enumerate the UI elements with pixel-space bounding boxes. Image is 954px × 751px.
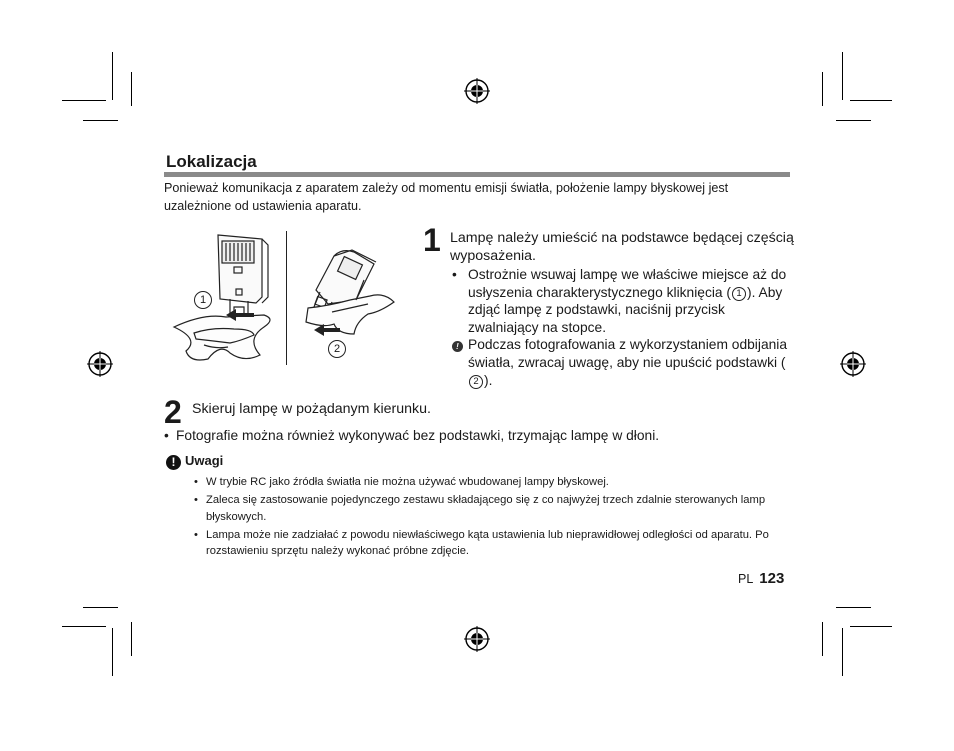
step-1-number: 1 bbox=[423, 222, 441, 258]
note-text-b: ). bbox=[484, 372, 493, 388]
step-1-note bbox=[452, 336, 792, 389]
crop-mark bbox=[131, 622, 132, 656]
note-item-text: W trybie RC jako źródła światła nie można używać wbudowanej lampy błyskowej. bbox=[206, 476, 609, 488]
note-item-text: Zaleca się zastosowanie pojedynczego zestawu składającego się z co najwyżej trzech zdalnie sterowanych lamp błyskowych. bbox=[206, 494, 766, 523]
ref-circle-2: 2 bbox=[469, 375, 483, 389]
registration-mark-icon bbox=[464, 78, 490, 104]
section-title: Lokalizacja bbox=[166, 152, 257, 171]
step-2-bullet bbox=[164, 428, 794, 443]
bullet-mark: • bbox=[194, 476, 198, 488]
ref-circle-1: 1 bbox=[732, 287, 746, 301]
crop-mark bbox=[842, 52, 843, 100]
figure-callout-2: 2 bbox=[328, 340, 346, 358]
step-1-details bbox=[452, 266, 792, 389]
step-2-text: Skieruj lampę w pożądanym kierunku. bbox=[192, 401, 431, 417]
page-footer bbox=[738, 570, 784, 587]
note-item-text: Lampa może nie zadziałać z powodu niewłaściwego kąta ustawienia lub nieprawidłowej odległości od aparatu. Po rozstawieniu sprzętu należy wykonać próbne zdjęcie. bbox=[206, 528, 769, 557]
title-rule bbox=[164, 172, 790, 177]
figure-callout-1: 1 bbox=[194, 291, 212, 309]
crop-mark bbox=[850, 100, 892, 101]
page-number: 123 bbox=[759, 570, 785, 587]
notes-heading-text: Uwagi bbox=[185, 453, 224, 468]
bullet-mark: • bbox=[452, 267, 457, 282]
step-2-number: 2 bbox=[164, 394, 182, 430]
crop-mark bbox=[836, 120, 871, 121]
crop-mark bbox=[842, 628, 843, 676]
bullet-mark: • bbox=[164, 428, 169, 443]
notes-list bbox=[194, 474, 794, 561]
registration-mark-icon bbox=[464, 626, 490, 652]
step-1-bullet bbox=[452, 266, 792, 336]
crop-mark bbox=[62, 100, 106, 101]
figure-divider bbox=[286, 231, 287, 365]
note-text-a: Podczas fotografowania z wykorzystaniem odbijania światła, zwracaj uwagę, aby nie upuścić podstawki ( bbox=[468, 337, 788, 370]
bullet-mark: • bbox=[194, 494, 198, 506]
crop-mark bbox=[822, 72, 823, 106]
caution-icon: ! bbox=[452, 336, 463, 354]
bullet-text-b: ). Aby zdjąć lampę z podstawki, naciśnij przycisk zwalniający na stopce. bbox=[468, 284, 783, 335]
crop-mark bbox=[822, 622, 823, 656]
crop-mark bbox=[83, 120, 118, 121]
bullet-mark: • bbox=[194, 528, 198, 541]
list-item bbox=[194, 527, 794, 560]
step-1-text: Lampę należy umieścić na podstawce będącej częścią wyposażenia. bbox=[450, 230, 794, 264]
flash-stand-illustration bbox=[164, 231, 282, 367]
registration-mark-icon bbox=[840, 351, 866, 377]
intro-paragraph: Ponieważ komunikacja z aparatem zależy od momentu emisji światła, położenie lampy błyskowej jest uzależnione od ustawienia aparatu. bbox=[164, 181, 729, 213]
registration-mark-icon bbox=[87, 351, 113, 377]
crop-mark bbox=[131, 72, 132, 106]
crop-mark bbox=[62, 626, 106, 627]
crop-mark bbox=[836, 607, 871, 608]
language-code: PL bbox=[738, 572, 754, 586]
crop-mark bbox=[83, 607, 118, 608]
crop-mark bbox=[850, 626, 892, 627]
bullet-text-a: Ostrożnie wsuwaj lampę we właściwe miejsce aż do usłyszenia charakterystycznego kliknięcia ( bbox=[468, 267, 787, 300]
list-item bbox=[194, 492, 794, 525]
warning-icon: ! bbox=[166, 455, 181, 470]
crop-mark bbox=[112, 52, 113, 100]
flash-angled-illustration bbox=[298, 242, 398, 346]
step-2-bullet-text: Fotografie można również wykonywać bez podstawki, trzymając lampę w dłoni. bbox=[176, 428, 660, 443]
crop-mark bbox=[112, 628, 113, 676]
list-item bbox=[194, 474, 794, 491]
notes-heading bbox=[166, 453, 223, 470]
